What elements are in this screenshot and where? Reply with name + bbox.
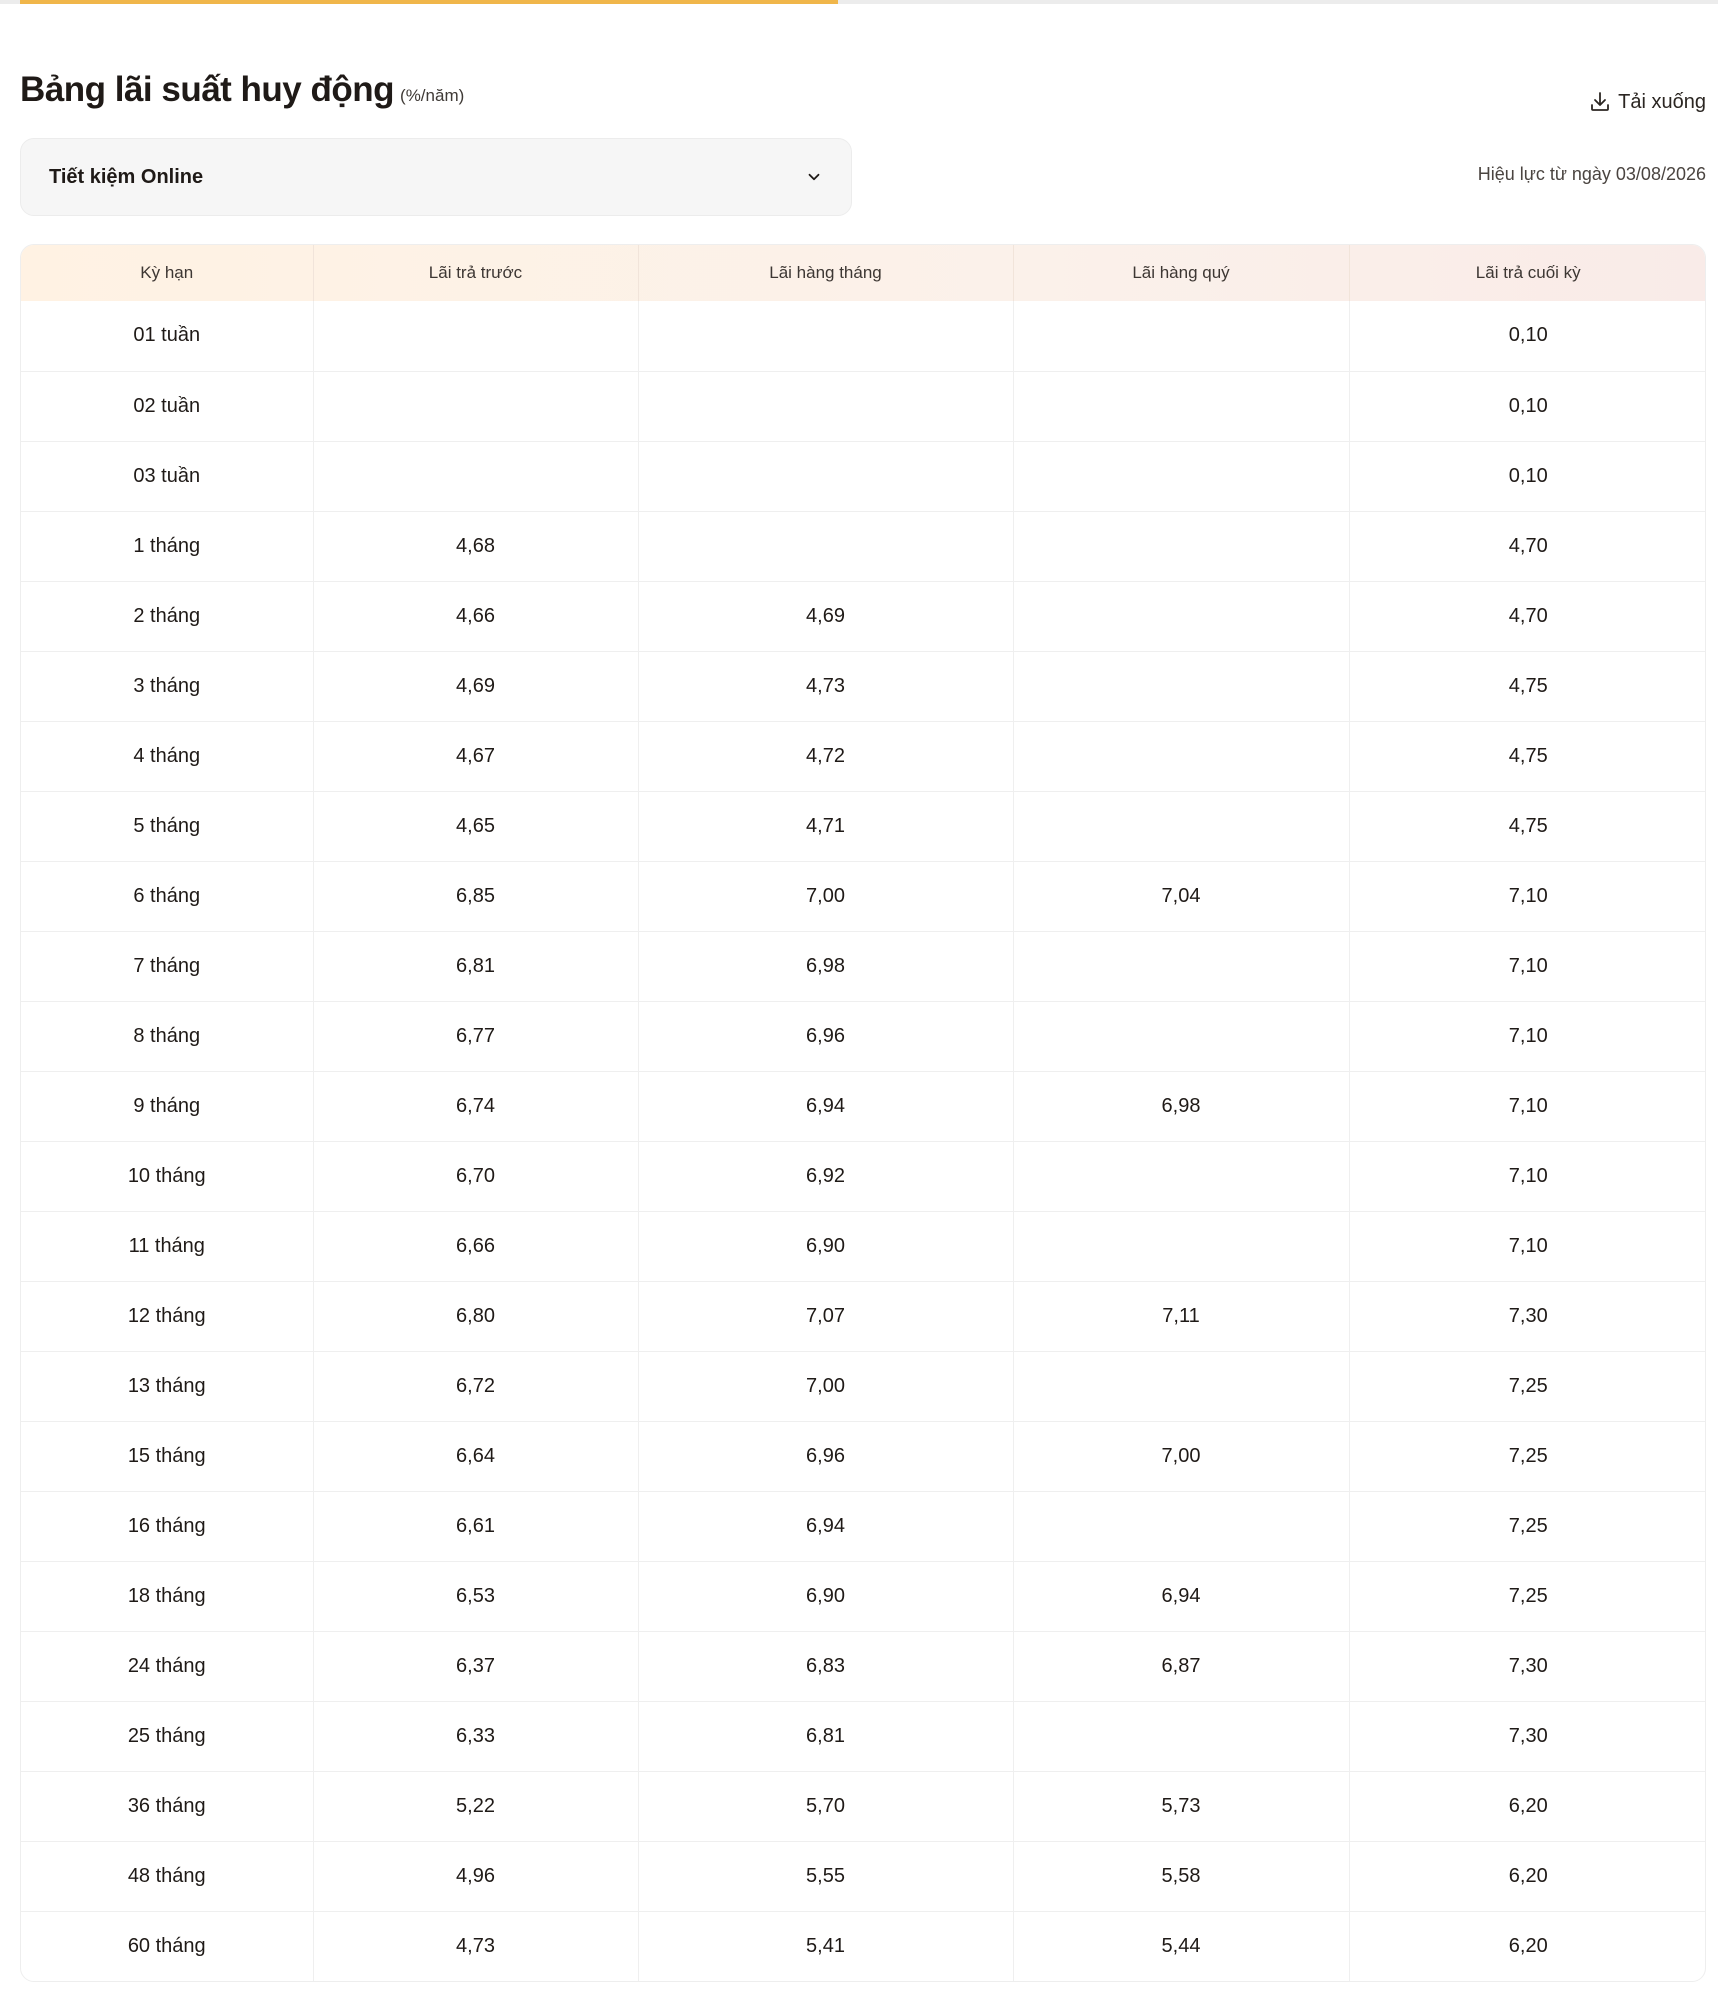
rate-cell <box>313 301 638 371</box>
rate-cell: 4,71 <box>638 791 1013 861</box>
table-row <box>21 1351 1706 1421</box>
table-row <box>21 861 1706 931</box>
table-row <box>21 1911 1706 1981</box>
rate-cell: 6,83 <box>638 1631 1013 1701</box>
rate-cell: 6,33 <box>313 1701 638 1771</box>
rate-cell: 4,70 <box>1349 581 1706 651</box>
active-tab-indicator <box>20 0 838 4</box>
rate-cell <box>1013 371 1349 441</box>
rate-cell: 7,04 <box>1013 861 1349 931</box>
rate-cell: 6,98 <box>638 931 1013 1001</box>
term-cell: 7 tháng <box>21 931 313 1001</box>
rate-cell: 7,11 <box>1013 1281 1349 1351</box>
rate-cell: 6,64 <box>313 1421 638 1491</box>
rate-cell <box>1013 791 1349 861</box>
rate-cell: 7,30 <box>1349 1281 1706 1351</box>
rate-cell: 6,66 <box>313 1211 638 1281</box>
rate-cell: 6,74 <box>313 1071 638 1141</box>
rate-cell <box>1013 1491 1349 1561</box>
rate-cell: 6,96 <box>638 1421 1013 1491</box>
rate-cell: 6,80 <box>313 1281 638 1351</box>
rate-cell: 4,96 <box>313 1841 638 1911</box>
rate-cell: 0,10 <box>1349 441 1706 511</box>
rate-cell: 6,53 <box>313 1561 638 1631</box>
rate-cell: 7,00 <box>638 1351 1013 1421</box>
table-row <box>21 1001 1706 1071</box>
effective-date: Hiệu lực từ ngày 03/08/2026 <box>1477 164 1706 184</box>
rate-cell: 6,81 <box>638 1701 1013 1771</box>
rate-cell: 6,20 <box>1349 1911 1706 1981</box>
rate-cell <box>638 441 1013 511</box>
column-header: Lãi hàng tháng <box>638 245 1013 301</box>
rate-cell: 6,85 <box>313 861 638 931</box>
rate-cell: 5,22 <box>313 1771 638 1841</box>
rate-cell: 4,70 <box>1349 511 1706 581</box>
rate-cell: 4,65 <box>313 791 638 861</box>
rate-cell: 7,25 <box>1349 1561 1706 1631</box>
table-row <box>21 1281 1706 1351</box>
rate-cell <box>638 511 1013 581</box>
rate-cell <box>638 301 1013 371</box>
rate-cell: 6,90 <box>638 1561 1013 1631</box>
rate-cell: 0,10 <box>1349 371 1706 441</box>
rate-cell: 6,94 <box>638 1071 1013 1141</box>
product-select-value: Tiết kiệm Online <box>49 165 204 188</box>
rate-cell: 7,10 <box>1349 1141 1706 1211</box>
rate-cell: 4,68 <box>313 511 638 581</box>
rate-cell: 7,00 <box>638 861 1013 931</box>
table-row <box>21 791 1706 861</box>
term-cell: 13 tháng <box>21 1351 313 1421</box>
rate-cell <box>1013 1351 1349 1421</box>
rate-cell: 4,69 <box>638 581 1013 651</box>
rate-cell: 4,73 <box>638 651 1013 721</box>
term-cell: 60 tháng <box>21 1911 313 1981</box>
rate-cell: 5,55 <box>638 1841 1013 1911</box>
term-cell: 02 tuần <box>21 371 313 441</box>
rate-cell: 7,10 <box>1349 861 1706 931</box>
rate-cell: 6,92 <box>638 1141 1013 1211</box>
table-row <box>21 931 1706 1001</box>
rate-cell: 4,72 <box>638 721 1013 791</box>
download-icon <box>1588 90 1612 114</box>
rate-cell: 7,10 <box>1349 1071 1706 1141</box>
table-row <box>21 1771 1706 1841</box>
rate-cell: 6,96 <box>638 1001 1013 1071</box>
rate-cell: 7,10 <box>1349 1211 1706 1281</box>
rate-cell: 5,73 <box>1013 1771 1349 1841</box>
term-cell: 16 tháng <box>21 1491 313 1561</box>
table-row <box>21 1841 1706 1911</box>
rate-cell: 6,20 <box>1349 1841 1706 1911</box>
term-cell: 18 tháng <box>21 1561 313 1631</box>
table-row <box>21 581 1706 651</box>
rate-cell: 7,07 <box>638 1281 1013 1351</box>
column-header: Lãi trả cuối kỳ <box>1475 263 1581 282</box>
rate-cell: 6,77 <box>313 1001 638 1071</box>
term-cell: 10 tháng <box>21 1141 313 1211</box>
rate-cell: 6,20 <box>1349 1771 1706 1841</box>
rate-cell: 6,94 <box>638 1491 1013 1561</box>
rate-cell: 6,98 <box>1013 1071 1349 1141</box>
term-cell: 6 tháng <box>21 861 313 931</box>
rate-cell: 6,72 <box>313 1351 638 1421</box>
rate-cell: 6,37 <box>313 1631 638 1701</box>
page-title <box>20 70 464 110</box>
rate-cell: 4,75 <box>1349 721 1706 791</box>
rate-cell <box>638 371 1013 441</box>
download-button[interactable] <box>1588 90 1706 114</box>
term-cell: 24 tháng <box>21 1631 313 1701</box>
download-label: Tải xuống <box>1618 90 1706 113</box>
rate-cell: 6,81 <box>313 931 638 1001</box>
title-unit: (%/năm) <box>400 86 465 105</box>
rate-cell: 5,70 <box>638 1771 1013 1841</box>
rate-cell: 4,66 <box>313 581 638 651</box>
table-row <box>21 1701 1706 1771</box>
rate-cell: 6,87 <box>1013 1631 1349 1701</box>
rate-cell <box>1013 511 1349 581</box>
rate-cell: 4,67 <box>313 721 638 791</box>
table-row <box>21 1561 1706 1631</box>
term-cell: 36 tháng <box>21 1771 313 1841</box>
table-row <box>21 651 1706 721</box>
rate-cell <box>1013 931 1349 1001</box>
term-cell: 9 tháng <box>21 1071 313 1141</box>
rate-cell <box>313 441 638 511</box>
rate-cell <box>1013 721 1349 791</box>
table-row <box>21 1421 1706 1491</box>
term-cell: 3 tháng <box>21 651 313 721</box>
table-row <box>21 721 1706 791</box>
column-header: Lãi trả trước <box>313 245 638 301</box>
table-row <box>21 1211 1706 1281</box>
rate-cell <box>1013 1141 1349 1211</box>
term-cell: 11 tháng <box>21 1211 313 1281</box>
rate-cell <box>313 371 638 441</box>
rate-cell: 6,90 <box>638 1211 1013 1281</box>
rate-cell: 6,70 <box>313 1141 638 1211</box>
rate-cell: 4,75 <box>1349 651 1706 721</box>
page-title-text: Bảng lãi suất huy động <box>20 70 395 109</box>
rate-cell <box>1013 441 1349 511</box>
rate-cell: 4,75 <box>1349 791 1706 861</box>
table-row <box>21 1631 1706 1701</box>
rate-cell <box>1013 1001 1349 1071</box>
term-cell: 12 tháng <box>21 1281 313 1351</box>
table-header-row <box>21 245 1706 301</box>
rate-cell: 7,25 <box>1349 1421 1706 1491</box>
rate-cell: 7,30 <box>1349 1631 1706 1701</box>
chevron-down-icon <box>805 168 823 186</box>
interest-rate-table <box>20 244 1706 1982</box>
rate-cell <box>1013 1211 1349 1281</box>
rate-cell: 5,44 <box>1013 1911 1349 1981</box>
rate-cell: 7,00 <box>1013 1421 1349 1491</box>
column-header: Kỳ hạn <box>21 245 313 301</box>
table-row <box>21 1491 1706 1561</box>
term-cell: 1 tháng <box>21 511 313 581</box>
rate-cell: 7,30 <box>1349 1701 1706 1771</box>
rate-cell: 5,41 <box>638 1911 1013 1981</box>
term-cell: 03 tuần <box>21 441 313 511</box>
term-cell: 5 tháng <box>21 791 313 861</box>
column-header: Lãi hàng quý <box>1013 245 1349 301</box>
term-cell: 4 tháng <box>21 721 313 791</box>
rate-cell <box>1013 581 1349 651</box>
term-cell: 01 tuần <box>21 301 313 371</box>
term-cell: 25 tháng <box>21 1701 313 1771</box>
table-row <box>21 371 1706 441</box>
table-row <box>21 301 1706 371</box>
rate-cell: 0,10 <box>1508 324 1548 347</box>
rate-cell: 4,73 <box>313 1911 638 1981</box>
term-cell: 48 tháng <box>21 1841 313 1911</box>
rate-cell: 5,58 <box>1013 1841 1349 1911</box>
rate-cell: 4,69 <box>313 651 638 721</box>
rate-cell: 7,10 <box>1349 931 1706 1001</box>
rate-cell: 6,61 <box>313 1491 638 1561</box>
rate-cell: 7,10 <box>1349 1001 1706 1071</box>
rate-cell <box>1013 1701 1349 1771</box>
rate-cell <box>1013 301 1349 371</box>
term-cell: 15 tháng <box>21 1421 313 1491</box>
table-row <box>21 1141 1706 1211</box>
page-header <box>20 70 1706 122</box>
rate-cell: 6,94 <box>1013 1561 1349 1631</box>
table-row <box>21 1071 1706 1141</box>
term-cell: 8 tháng <box>21 1001 313 1071</box>
rate-cell <box>1013 651 1349 721</box>
rate-cell: 7,25 <box>1349 1351 1706 1421</box>
table-row <box>21 511 1706 581</box>
term-cell: 2 tháng <box>21 581 313 651</box>
product-select[interactable] <box>20 138 852 216</box>
rate-cell: 7,25 <box>1349 1491 1706 1561</box>
table-row <box>21 441 1706 511</box>
